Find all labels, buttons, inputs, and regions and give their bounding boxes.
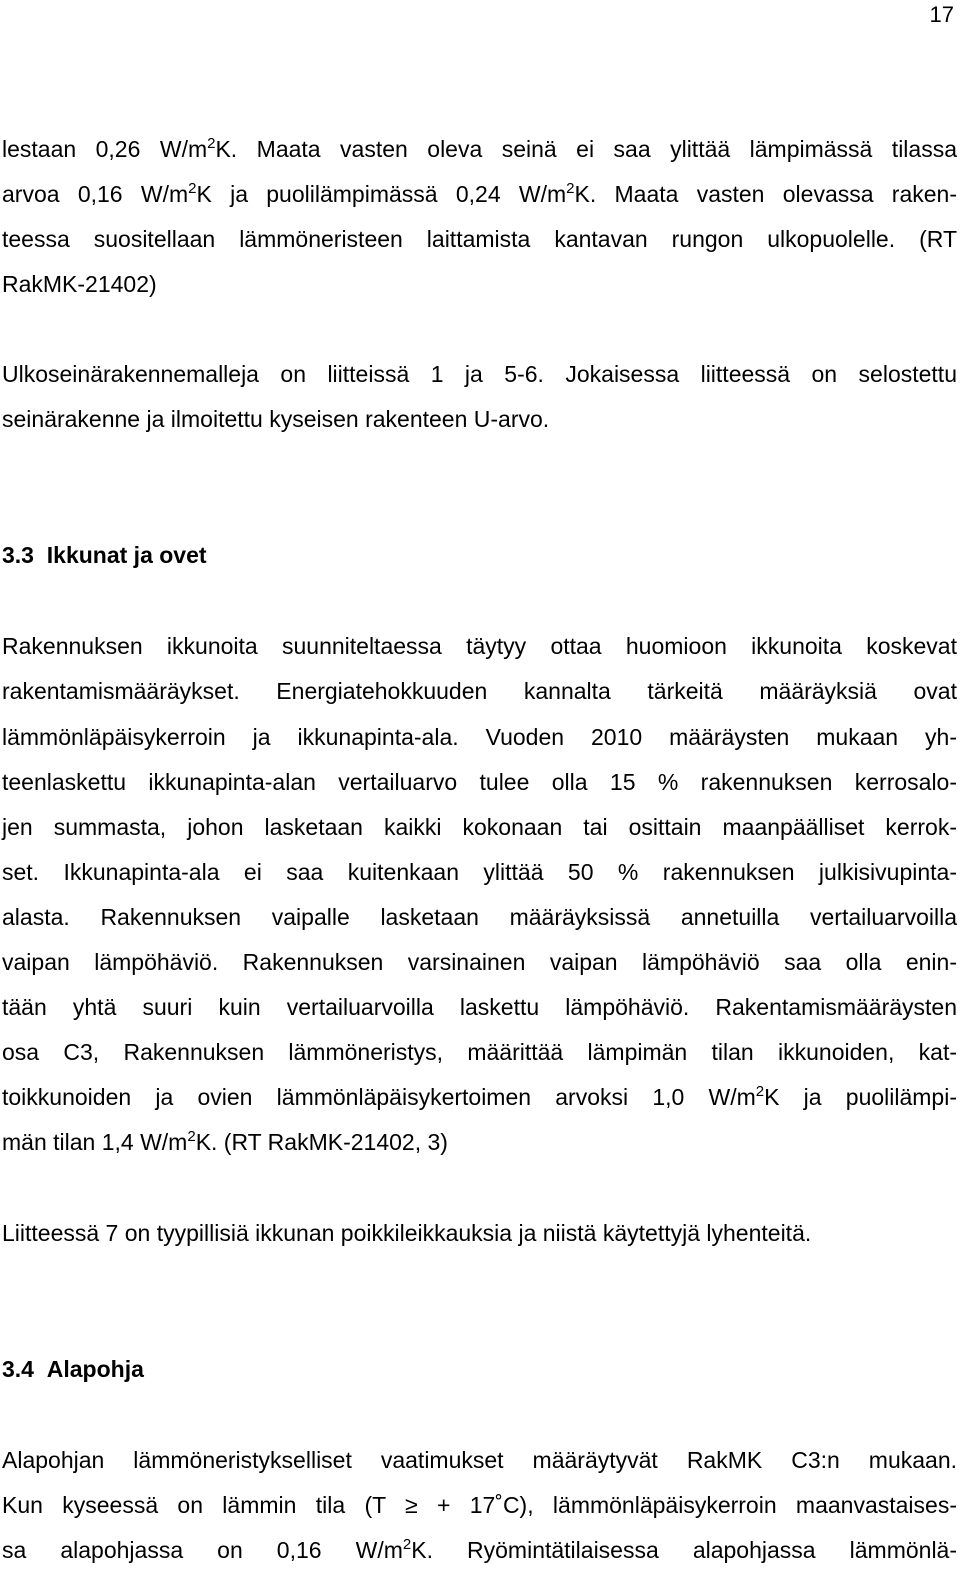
- body-text-line: lestaan 0,26 $W/m^2K$. Maata vasten oleva seinä ei saa ylittää lämpimässä tilassa: [2, 135, 957, 162]
- body-text-line: Liitteessä 7 on tyypillisiä ikkunan poikkileikkauksia ja niistä käytettyjä lyhenteitä.: [2, 1220, 812, 1246]
- body-text-line: Ulkoseinärakennemalleja on liitteissä 1 ja 5-6. Jokaisessa liitteessä on selostettu: [2, 361, 957, 387]
- body-text-line: RakMK-21402): [2, 271, 157, 297]
- body-text-line: vaipan lämpöhäviö. Rakennuksen varsinainen vaipan lämpöhäviö saa olla enin-: [2, 949, 957, 975]
- body-text-line: män tilan 1,4 $W/m^2K$. (RT RakMK-21402, 3): [2, 1128, 448, 1155]
- body-text-line: tään yhtä suuri kuin vertailuarvoilla laskettu lämpöhäviö. Rakentamismääräysten: [2, 994, 957, 1020]
- body-text-line: jen summasta, johon lasketaan kaikki kokonaan tai osittain maanpäälliset kerrok-: [2, 814, 957, 840]
- body-text-line: sa alapohjassa on 0,16 $W/m^2K$. Ryömintätilaisessa alapohjassa lämmönlä-: [2, 1536, 957, 1563]
- body-text-line: Kun kyseessä on lämmin tila (T ≥ + 17˚C), lämmönläpäisykerroin maanvastaises-: [2, 1492, 957, 1518]
- page-number: 17: [929, 2, 954, 27]
- body-text-line: arvoa 0,16 $W/m^2K$ ja puolilämpimässä 0,24 $W/m^2K$. Maata vasten olevassa raken-: [2, 180, 958, 207]
- body-text-line: toikkunoiden ja ovien lämmönläpäisykertoimen arvoksi 1,0 $W/m^2K$ ja puolilämpi-: [2, 1083, 957, 1110]
- body-text-line: Rakennuksen ikkunoita suunniteltaessa täytyy ottaa huomioon ikkunoita koskevat: [2, 633, 957, 659]
- body-text-line: seinärakenne ja ilmoitettu kyseisen rakenteen U-arvo.: [2, 406, 550, 432]
- section-heading: 3.3 Ikkunat ja ovet: [2, 542, 207, 568]
- body-text-line: lämmönläpäisykerroin ja ikkunapinta-ala. Vuoden 2010 määräysten mukaan yh-: [2, 724, 957, 750]
- body-text-line: Alapohjan lämmöneristykselliset vaatimukset määräytyvät RakMK C3:n mukaan.: [2, 1447, 957, 1473]
- body-text-line: alasta. Rakennuksen vaipalle lasketaan määräyksissä annetuilla vertailuarvoilla: [2, 904, 957, 930]
- section-heading: 3.4 Alapohja: [2, 1356, 144, 1382]
- body-text-line: teessa suositellaan lämmöneristeen laittamista kantavan rungon ulkopuolelle. (RT: [2, 226, 957, 252]
- body-text-line: set. Ikkunapinta-ala ei saa kuitenkaan ylittää 50 % rakennuksen julkisivupinta-: [2, 859, 957, 885]
- body-text-line: teenlaskettu ikkunapinta-alan vertailuarvo tulee olla 15 % rakennuksen kerrosalo-: [2, 769, 957, 795]
- body-text-line: osa C3, Rakennuksen lämmöneristys, määrittää lämpimän tilan ikkunoiden, kat-: [2, 1039, 957, 1065]
- body-text-line: rakentamismääräykset. Energiatehokkuuden kannalta tärkeitä määräyksiä ovat: [2, 678, 957, 704]
